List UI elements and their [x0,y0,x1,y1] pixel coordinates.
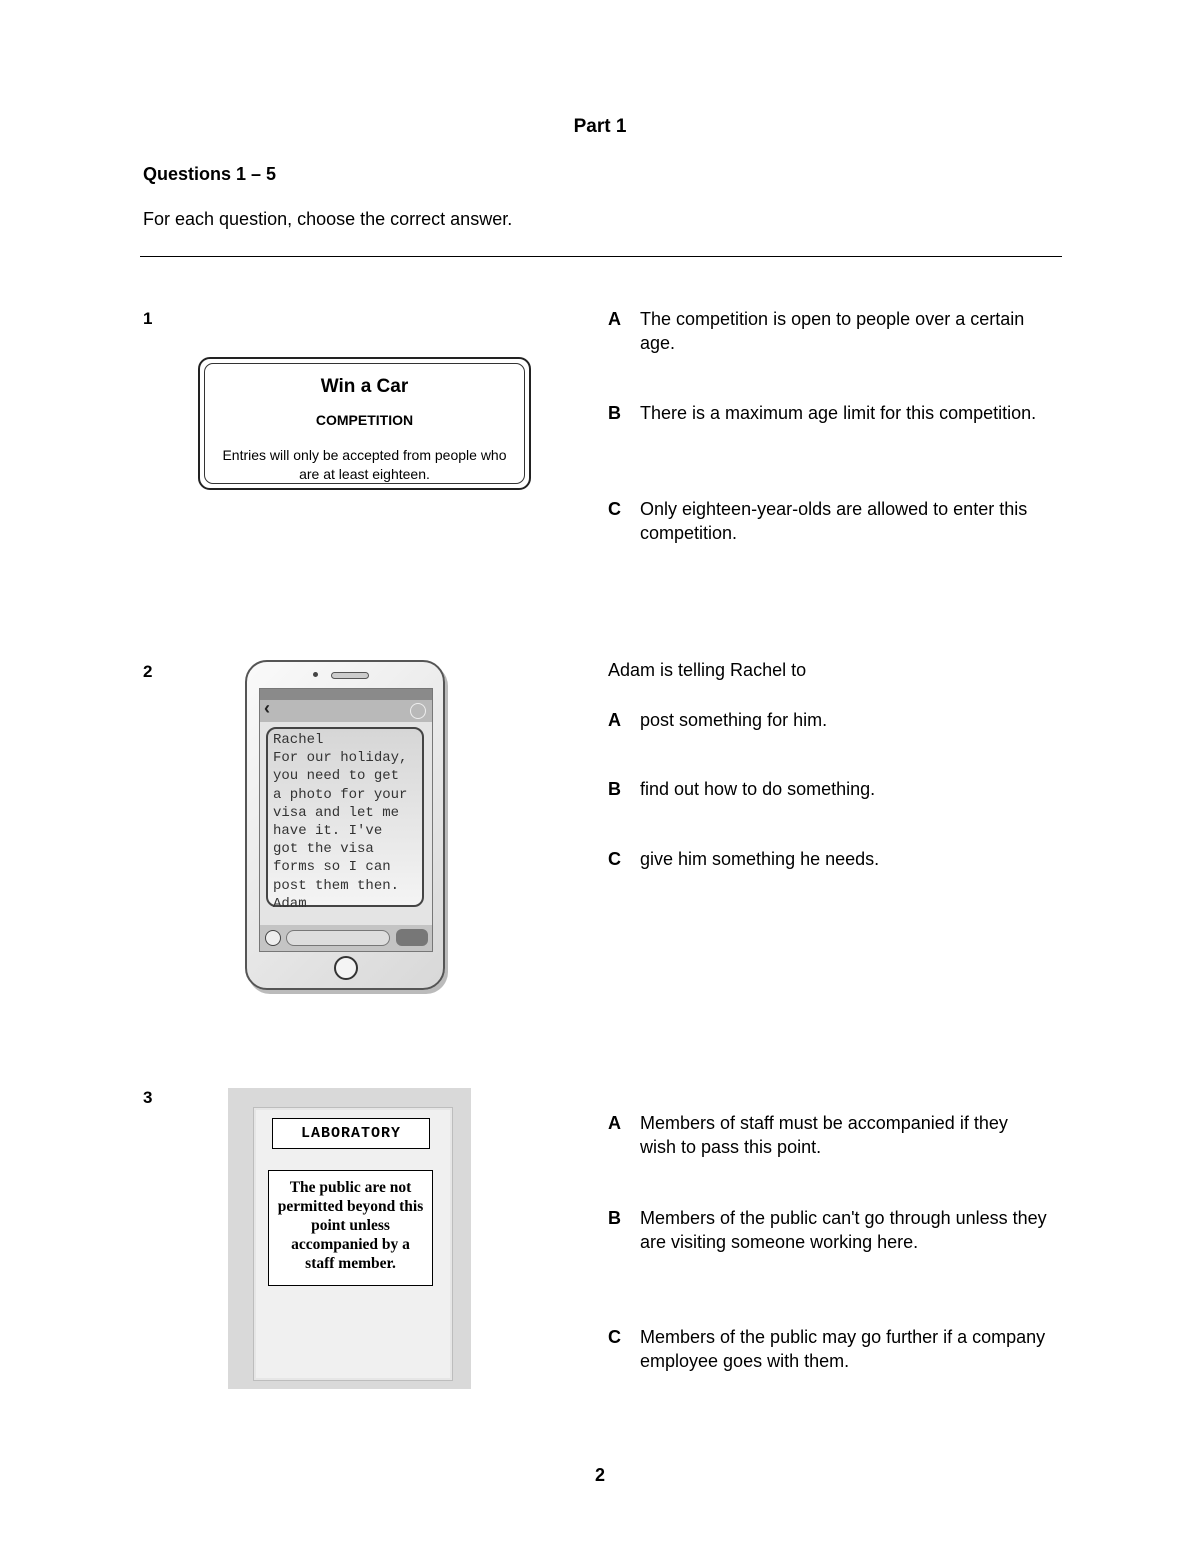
option-b[interactable] [608,1206,1048,1254]
message-line: For our holiday, [273,750,408,767]
message-line: a photo for your [273,786,408,803]
message-field [286,930,390,946]
option-text: Members of the public may go further if a company employee goes with them. [640,1327,1046,1371]
option-text: give him something he needs. [640,849,880,869]
back-chevron-icon: ‹ [264,698,270,718]
option-c[interactable] [608,847,1048,871]
message-line: Adam [273,895,307,912]
option-text: find out how to do something. [640,779,876,799]
option-text: Members of staff must be accompanied if they wish to pass this point. [640,1113,1008,1157]
camera-icon [313,672,318,677]
phone-illustration [245,660,445,990]
home-button-icon [334,956,358,980]
question-number: 3 [143,1088,153,1107]
message-line: Rachel [273,732,324,748]
message-line: you need to get [273,768,400,785]
option-text: Only eighteen-year-olds are allowed to enter this competition. [640,499,1028,543]
notice-subtitle: COMPETITION [315,412,414,428]
page-number: 2 [594,1465,605,1485]
send-button-icon [396,929,428,946]
message-input-bar [260,925,432,951]
status-bar [260,689,432,700]
option-text: The competition is open to people over a certain age. [640,309,1025,353]
option-a[interactable] [608,1111,1048,1159]
contact-circle-icon [410,703,426,719]
option-b[interactable] [608,401,1048,425]
sign-body: The public are not permitted beyond this point unless accompanied by a staff member. [268,1170,433,1286]
competition-notice [198,357,531,490]
option-letter: A [608,1113,621,1133]
option-a[interactable] [608,307,1048,355]
part-title: Part 1 [573,116,627,137]
instruction: For each question, choose the correct answer. [143,209,513,229]
speaker-icon [331,672,369,679]
option-letter: C [608,1327,621,1347]
message-line: forms so I can [273,859,391,876]
option-c[interactable] [608,497,1048,545]
option-letter: A [608,710,621,730]
message-bubble [266,727,424,912]
notice-title: Win a Car [320,376,409,397]
question-number: 2 [143,662,153,681]
divider [140,256,1062,257]
option-letter: B [608,403,621,423]
option-text: post something for him. [640,710,828,730]
option-a[interactable] [608,708,1048,732]
question-number: 1 [143,309,153,328]
sign-title: LABORATORY [272,1118,430,1149]
message-line: have it. I've [273,823,383,840]
message-line: got the visa [273,841,374,858]
camera-button-icon [265,930,281,946]
option-c[interactable] [608,1325,1048,1373]
message-line: post them then. [273,877,400,894]
option-letter: C [608,499,621,519]
notice-body: Entries will only be accepted from people who are at least eighteen. [222,447,507,482]
option-letter: C [608,849,621,869]
question-lead: Adam is telling Rachel to [608,660,807,680]
option-text: Members of the public can't go through unless they are visiting someone working here. [640,1208,1047,1252]
message-line: visa and let me [273,804,400,821]
message-nav-bar [260,700,432,722]
option-b[interactable] [608,777,1048,801]
option-letter: B [608,779,621,799]
option-letter: A [608,309,621,329]
option-letter: B [608,1208,621,1228]
phone-screen [259,688,433,952]
option-text: There is a maximum age limit for this competition. [640,403,1037,423]
questions-range: Questions 1 – 5 [143,164,277,184]
